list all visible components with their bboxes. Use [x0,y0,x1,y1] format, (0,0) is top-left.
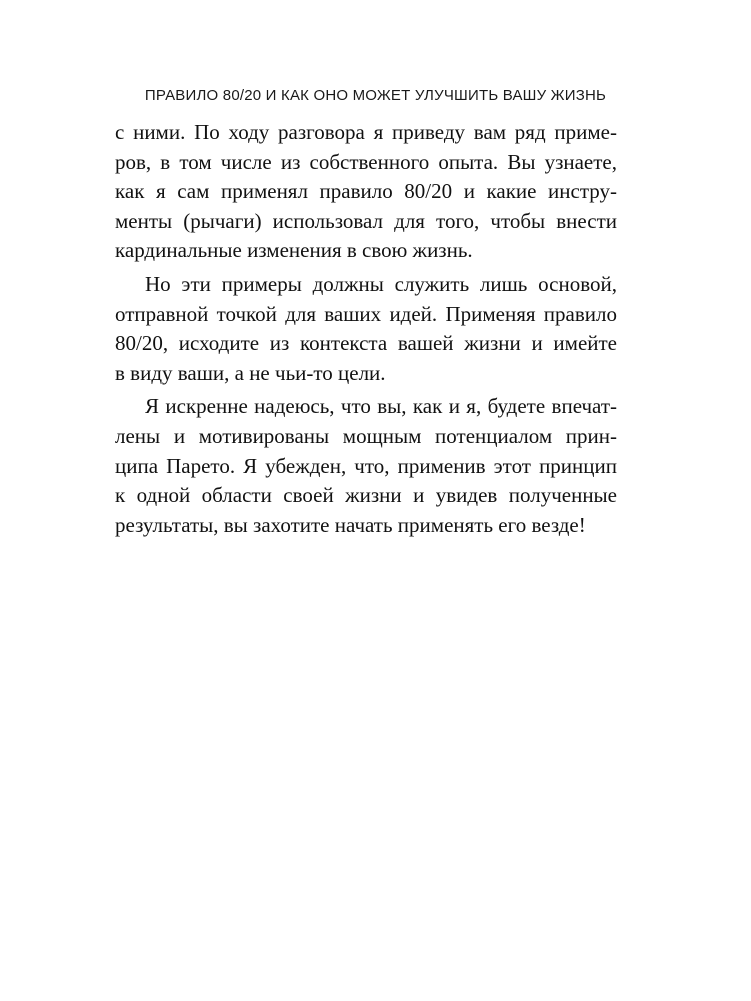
text-line: ципа Парето. Я убежден, что, применив этот принцип [115,453,617,478]
paragraph-2 [115,270,617,388]
text-line: к одной области своей жизни и увидев полученные [115,483,617,508]
text-line: в виду ваши, а не чьи-то цели. [115,360,386,385]
paragraph-1 [115,118,617,266]
running-header: ПРАВИЛО 80/20 И КАК ОНО МОЖЕТ УЛУЧШИТЬ ВАШУ ЖИЗНЬ [144,87,607,104]
text-line: Я искренне надеюсь, что вы, как и я, будете впечат- [145,394,617,419]
text-line: лены и мотивированы мощным потенциалом прин- [115,423,617,448]
text-line: Но эти примеры должны служить лишь основой, [145,271,617,296]
text-line: отправной точкой для ваших идей. Применяя правило [115,301,617,326]
text-line: как я сам применял правило 80/20 и какие инстру- [115,179,617,204]
text-line: результаты, вы захотите начать применять его везде! [115,512,586,537]
paragraph-3 [115,392,617,540]
text-line: кардинальные изменения в свою жизнь. [115,238,473,263]
text-line: с ними. По ходу разговора я приведу вам ряд приме- [115,120,617,144]
text-line: 80/20, исходите из контекста вашей жизни и имейте [115,331,617,356]
text-line: ров, в том числе из собственного опыта. Вы узнаете, [115,149,617,174]
body-text [115,118,617,540]
text-line: менты (рычаги) использовал для того, чтобы внести [115,208,617,233]
